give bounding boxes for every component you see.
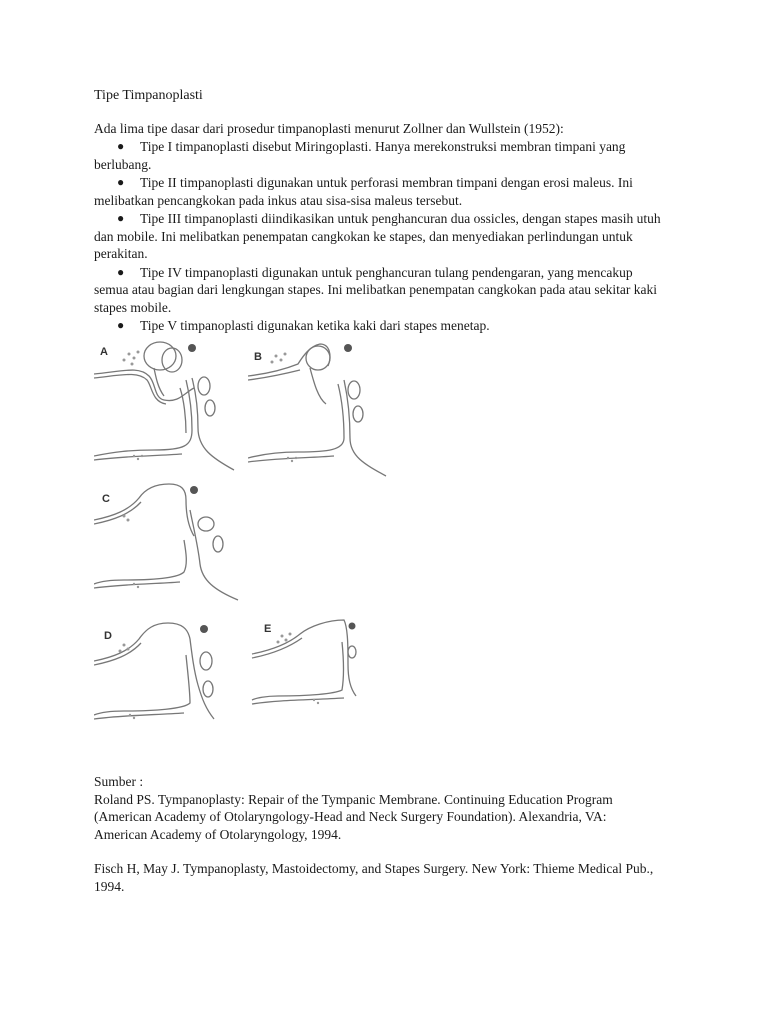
reference-item: Fisch H, May J. Tympanoplasty, Mastoidectomy, and Stapes Surgery. New York: Thieme Medical Pub., 1994. [94,861,654,894]
bullet-icon: ● [117,139,125,153]
sources-section [94,773,654,912]
figure-c-label: C [102,493,110,505]
bullet-icon: ● [117,175,125,189]
figure-a-label: A [100,346,108,358]
figure-a-illustration [94,338,244,473]
figure-d-illustration [94,615,244,733]
list-item: ● Tipe I timpanoplasti disebut Miringoplasti. Hanya merekonstruksi membran timpani yang berlubang. [94,139,626,172]
list-item: ● Tipe IV timpanoplasti digunakan untuk penghancuran tulang pendengaran, yang mencakup semua atau bagian dari lengkungan stapes. Ini melibatkan penempatan cangkokan pada atau sekitar kaki stapes mobile. [94,264,658,315]
figure-e-illustration [248,612,360,712]
figure-d-label: D [104,630,112,642]
tympanoplasty-type-list [94,138,669,336]
figure-b-illustration [248,338,388,478]
figure-c-illustration [94,480,244,605]
bullet-icon: ● [117,318,125,332]
figure-e-label: E [264,623,272,635]
list-item: ● Tipe II timpanoplasti digunakan untuk perforasi membran timpani dengan erosi maleus. Ini melibatkan pencangkokan pada inkus atau sisa-sisa maleus tersebut. [94,175,633,208]
figure-b-label: B [254,351,262,363]
sources-heading: Sumber : [94,774,144,789]
list-item: ● Tipe III timpanoplasti diindikasikan untuk penghancuran dua ossicles, dengan stapes masih utuh dan mobile. Ini melibatkan penempatan cangkokan ke stapes, dan menyediakan perlindungan untuk perakitan. [94,211,661,261]
intro-paragraph: Ada lima tipe dasar dari prosedur timpanoplasti menurut Zollner dan Wullstein (1952): [94,121,564,136]
reference-item: Roland PS. Tympanoplasty: Repair of the Tympanic Membrane. Continuing Education Program (American Academy of Otolaryngology-Head and Neck Surgery Foundation). Alexandria, VA: American Academy of Otolaryngology, 1994. [94,791,613,842]
document-title: Tipe Timpanoplasti [94,88,203,103]
list-item: ● Tipe V timpanoplasti digunakan ketika kaki dari stapes menetap. [117,318,490,333]
bullet-icon: ● [117,211,125,225]
bullet-icon: ● [117,264,125,279]
